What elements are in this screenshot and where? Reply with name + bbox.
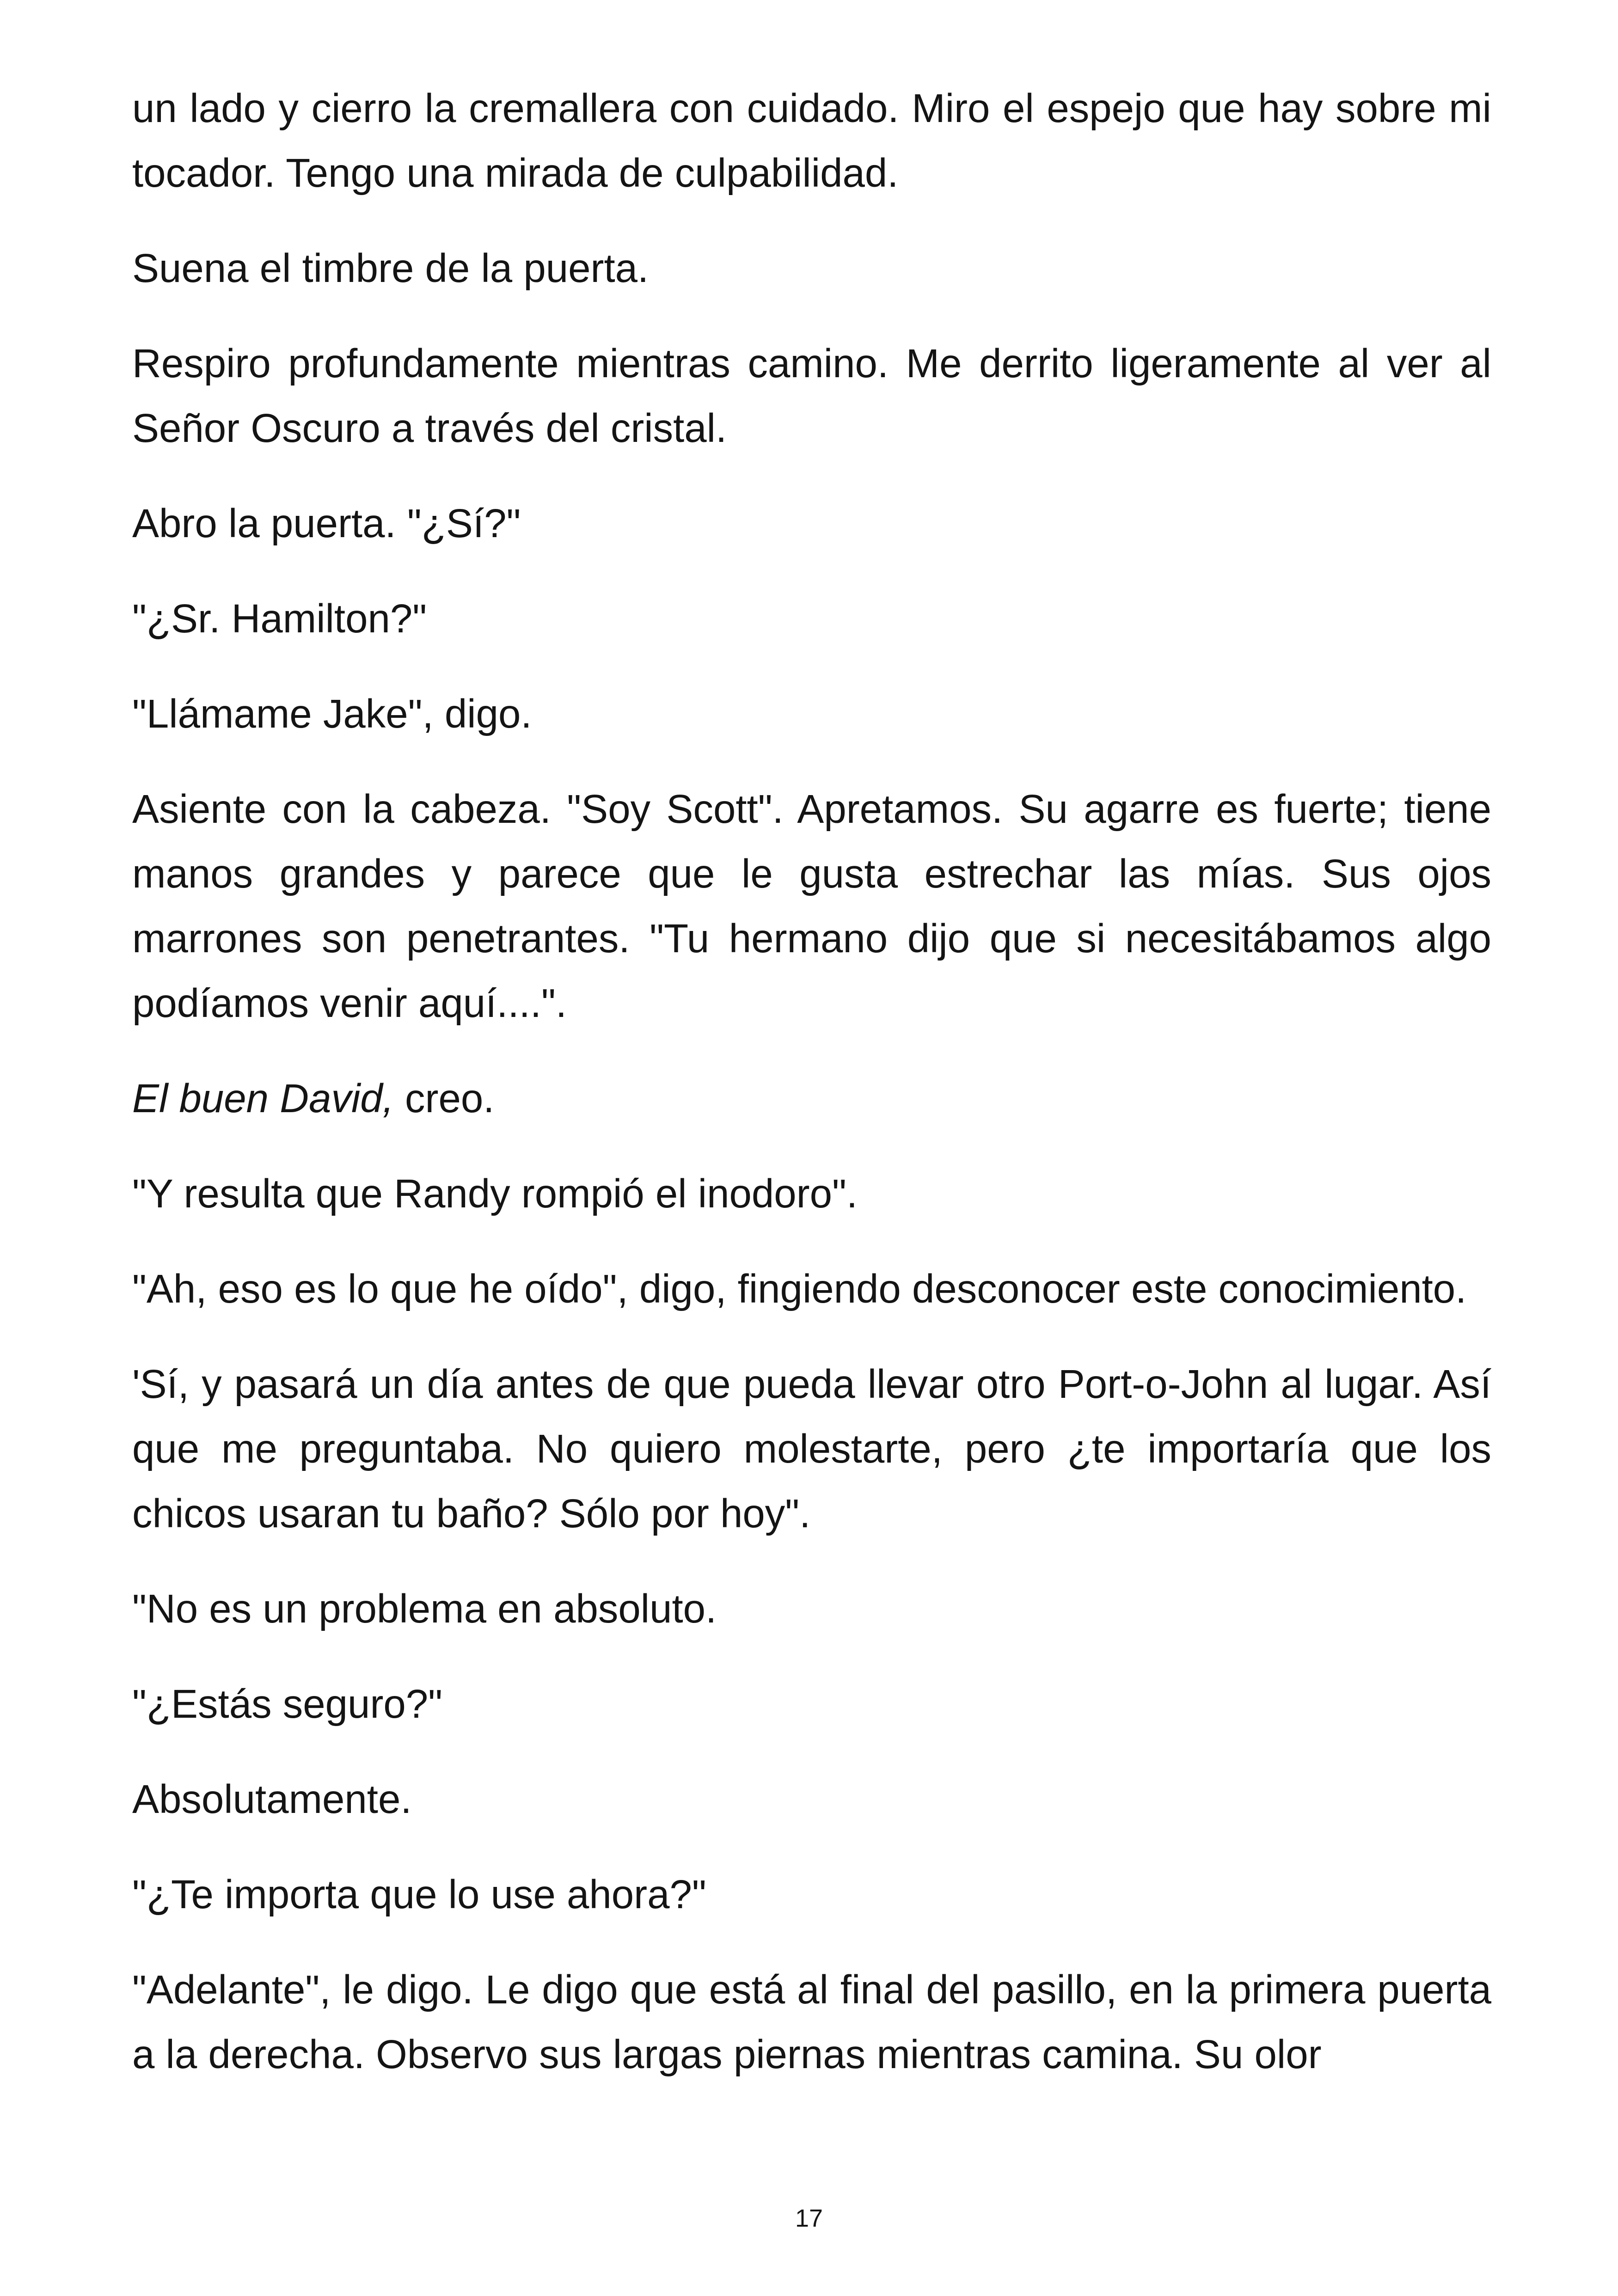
paragraph: "Y resulta que Randy rompió el inodoro". — [132, 1171, 858, 1216]
paragraph — [132, 1066, 1491, 1131]
paragraph: "¿Te importa que lo use ahora?" — [132, 1872, 706, 1917]
paragraph: Absolutamente. — [132, 1777, 412, 1822]
italic-thought: El buen David, — [132, 1076, 394, 1121]
paragraph: un lado y cierro la cremallera con cuidado. Miro el espejo que hay sobre mi tocador. Tengo una mirada de culpabilidad. — [132, 86, 1491, 196]
paragraph-rest: creo. — [393, 1076, 495, 1121]
paragraph: Asiente con la cabeza. "Soy Scott". Apretamos. Su agarre es fuerte; tiene manos grandes y parece que le gusta estrechar las mías. Sus ojos marrones son penetrantes. "Tu hermano dijo que si necesitábamos algo podíamos venir aquí....". — [132, 787, 1491, 1026]
paragraph: "¿Sr. Hamilton?" — [132, 596, 427, 641]
paragraph: 'Sí, y pasará un día antes de que pueda llevar otro Port-o-John al lugar. Así que me preguntaba. No quiero molestarte, pero ¿te importaría que los chicos usaran tu baño? Sólo por hoy". — [132, 1362, 1491, 1536]
paragraph: "Adelante", le digo. Le digo que está al final del pasillo, en la primera puerta a la derecha. Observo sus largas piernas mientras camina. Su olor — [132, 1967, 1491, 2077]
paragraph: Suena el timbre de la puerta. — [132, 246, 649, 291]
body-text — [132, 76, 1491, 2087]
paragraph: "¿Estás seguro?" — [132, 1682, 443, 1727]
paragraph: "Ah, eso es lo que he oído", digo, fingiendo desconocer este conocimiento. — [132, 1267, 1467, 1311]
paragraph: Abro la puerta. "¿Sí?" — [132, 501, 521, 546]
page-number: 17 — [795, 2204, 823, 2232]
paragraph: Respiro profundamente mientras camino. Me derrito ligeramente al ver al Señor Oscuro a través del cristal. — [132, 341, 1491, 451]
paragraph: "No es un problema en absoluto. — [132, 1586, 717, 1631]
paragraph: "Llámame Jake", digo. — [132, 692, 532, 736]
